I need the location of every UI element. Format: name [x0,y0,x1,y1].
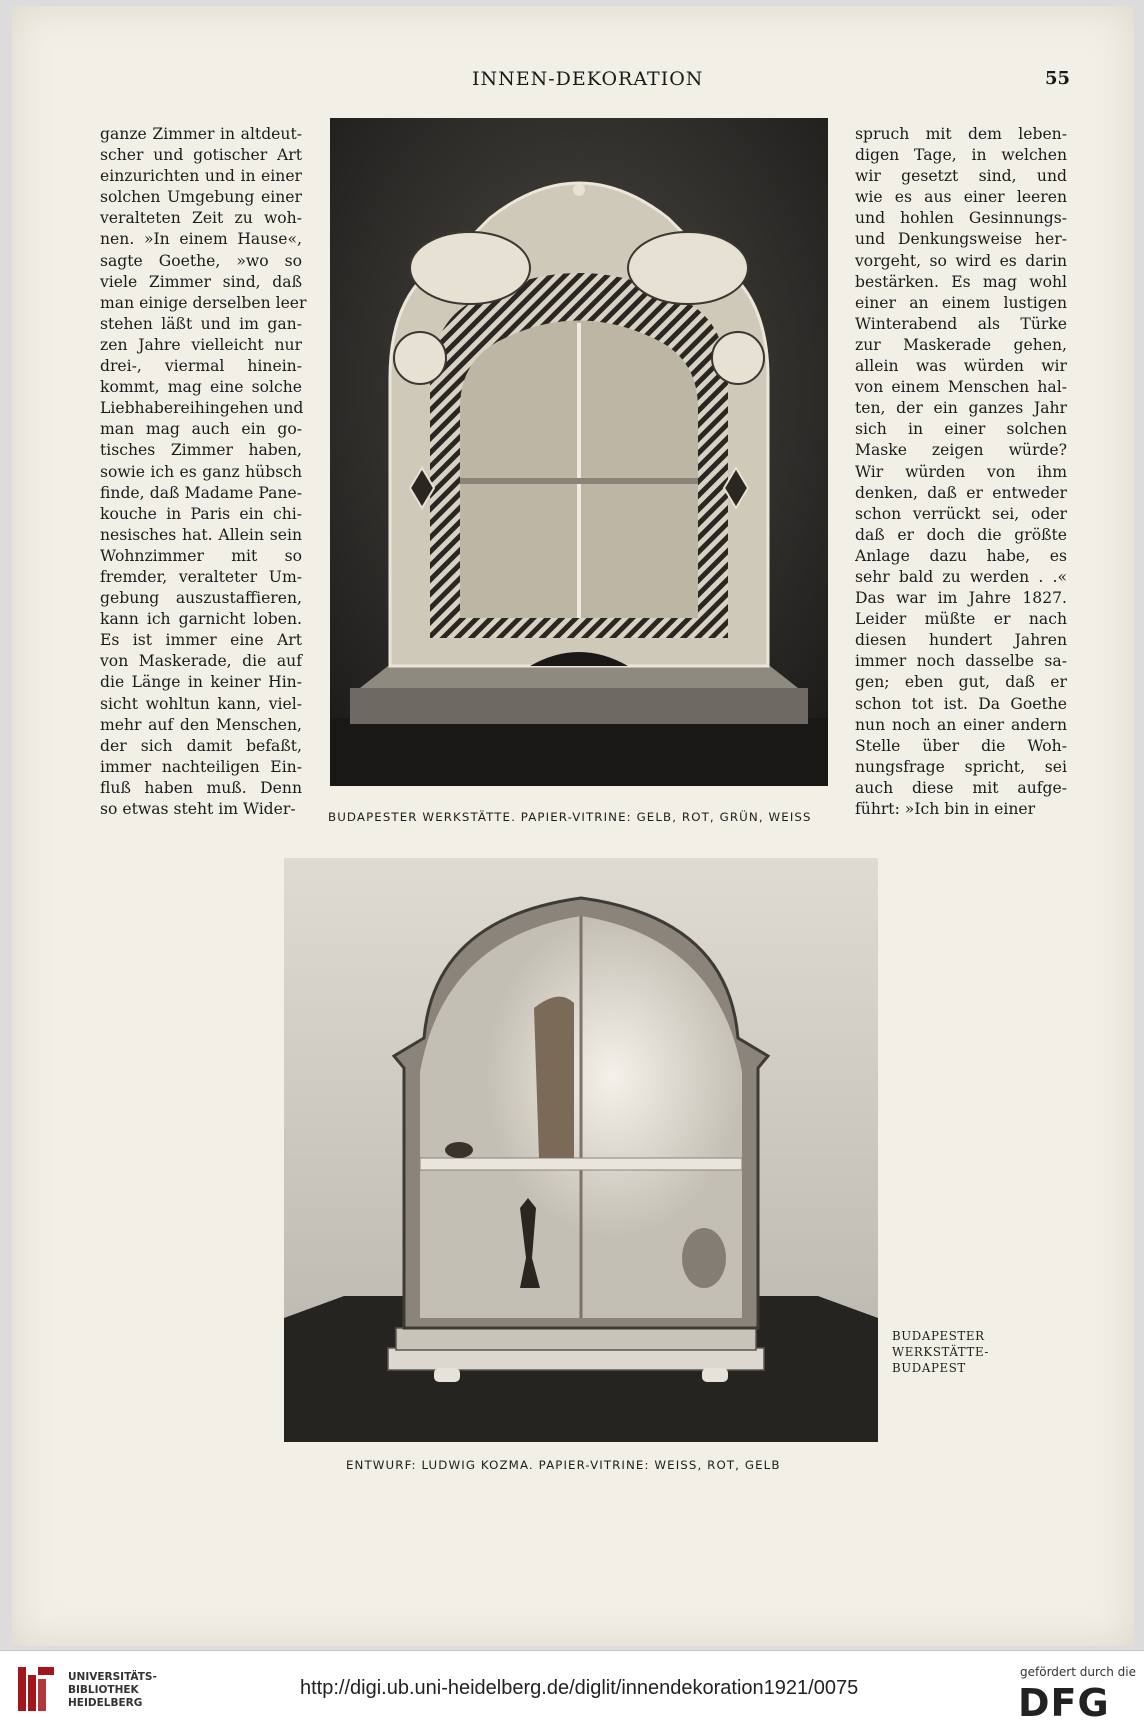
text-line: Maske zeigen würde? [855,441,1067,460]
text-line: Liebhabereihingehen und [100,399,304,418]
text-line: von einem Menschen hal- [855,378,1067,397]
text-line: nun noch an einer andern [855,715,1067,734]
text-line: gen; eben gut, daß er [855,673,1067,692]
text-line: und hohlen Gesinnungs- [855,209,1067,228]
text-line: sowie ich es ganz hübsch [100,462,302,481]
text-line: immer nachteiligen Ein- [100,757,302,776]
permalink-link[interactable]: http://digi.ub.uni-heidelberg.de/diglit/innendekoration1921/0075 [300,1677,859,1699]
text-line: der sich damit befaßt, [100,736,302,755]
text-line: Stelle über die Woh- [855,736,1067,755]
funded-by-label: gefördert durch die [1020,1665,1136,1679]
text-column-left [100,124,307,820]
text-line: zen Jahre vielleicht nur [100,335,302,354]
text-line: Es ist immer eine Art [100,631,302,650]
text-line: Das war im Jahre 1827. [855,589,1067,608]
photo-credit [892,1328,989,1376]
text-line: daß er doch die größte [855,525,1067,544]
text-line: denken, daß er entweder [855,483,1067,502]
text-line: nen. »In einem Hause«, [100,230,302,249]
text-line: nungsfrage spricht, sei [855,757,1067,776]
text-line: fremder, veralteter Um- [100,567,302,586]
text-line: vorgeht, so wird es darin [855,251,1067,270]
text-line: spruch mit dem leben- [855,125,1067,143]
page-number: 55 [1044,68,1070,89]
library-logo-icon[interactable] [14,1661,60,1717]
credit-line: BUDAPEST [892,1361,966,1375]
text-line: einer an einem lustigen [855,293,1067,312]
text-line: einzurichten und in einer [100,167,302,186]
text-line: sich in einer solchen [855,420,1067,439]
running-head: INNEN-DEKORATION [472,68,704,90]
text-line: scher und gotischer Art [100,146,302,165]
text-line: man einige derselben leer [100,293,307,312]
library-name-line: UNIVERSITÄTS- [68,1671,157,1683]
library-name-line: BIBLIOTHEK [68,1684,139,1696]
text-line: auch diese mit aufge- [855,778,1067,797]
vitrine-illustration [284,858,878,1442]
text-line: gebung auszustaffieren, [100,589,302,608]
text-line: führt: »Ich bin in einer [855,800,1036,818]
text-line: digen Tage, in welchen [855,146,1067,165]
text-line: sehr bald zu werden . .« [855,567,1067,586]
text-line: mehr auf den Menschen, [100,715,302,734]
credit-line: BUDAPESTER [892,1329,985,1343]
text-line: kouche in Paris ein chi- [100,504,302,523]
text-line: ten, der ein ganzes Jahr [855,399,1067,418]
text-line: sagte Goethe, »wo so [100,251,302,270]
text-line: fluß haben muß. Denn [100,778,302,797]
text-line: bestärken. Es mag wohl [855,272,1067,291]
credit-line: WERKSTÄTTE- [892,1345,989,1359]
text-line: drei-, viermal hinein- [100,357,302,376]
library-name [68,1671,157,1710]
text-line: zur Maskerade gehen, [855,335,1067,354]
text-line: von Maskerade, die auf [100,652,302,671]
text-line: Wohnzimmer mit so [100,546,302,565]
text-line: Anlage dazu habe, es [855,546,1067,565]
text-line: stehen läßt und im gan- [100,314,302,333]
vitrine-illustration [330,118,828,786]
library-name-line: HEIDELBERG [68,1697,143,1709]
text-line: schon tot ist. Da Goethe [855,694,1067,713]
text-line: veralteten Zeit zu woh- [100,209,302,228]
vitrine-photo-ornamented [330,118,828,786]
text-line: schon verrückt sei, oder [855,504,1067,523]
figure-caption: ENTWURF: LUDWIG KOZMA. PAPIER-VITRINE: WEISS, ROT, GELB [346,1458,781,1472]
scanned-page [12,6,1134,1646]
text-line: nesisches hat. Allein sein [100,525,302,544]
text-line: finde, daß Madame Pane- [100,483,302,502]
text-line: Leider müßte er nach [855,610,1067,629]
text-line: wie es aus einer leeren [855,188,1067,207]
text-line: kann ich garnicht loben. [100,610,302,629]
text-line: wir gesetzt sind, und [855,167,1067,186]
text-line: die Länge in keiner Hin- [100,673,302,692]
text-column-right [855,124,1067,820]
text-line: sicht wohltun kann, viel- [100,694,302,713]
viewer-footer [0,1650,1144,1733]
text-line: kommt, mag eine solche [100,378,302,397]
figure-caption: BUDAPESTER WERKSTÄTTE. PAPIER-VITRINE: GELB, ROT, GRÜN, WEISS [328,810,812,824]
text-line: allein was würden wir [855,357,1067,376]
text-line: viele Zimmer sind, daß [100,272,302,291]
text-line: Wir würden von ihm [855,462,1067,481]
text-line: immer noch dasselbe sa- [855,652,1067,671]
text-line: tisches Zimmer haben, [100,441,302,460]
text-line: man mag auch ein go- [100,420,302,439]
vitrine-photo-plain [284,858,878,1442]
text-line: ganze Zimmer in altdeut- [100,125,302,143]
text-line: und Denkungsweise her- [855,230,1067,249]
text-line: diesen hundert Jahren [855,631,1067,650]
text-line: Winterabend als Türke [855,314,1067,333]
text-line: so etwas steht im Wider- [100,800,296,818]
text-line: solchen Umgebung einer [100,188,302,207]
dfg-logo[interactable]: DFG [1018,1681,1110,1725]
